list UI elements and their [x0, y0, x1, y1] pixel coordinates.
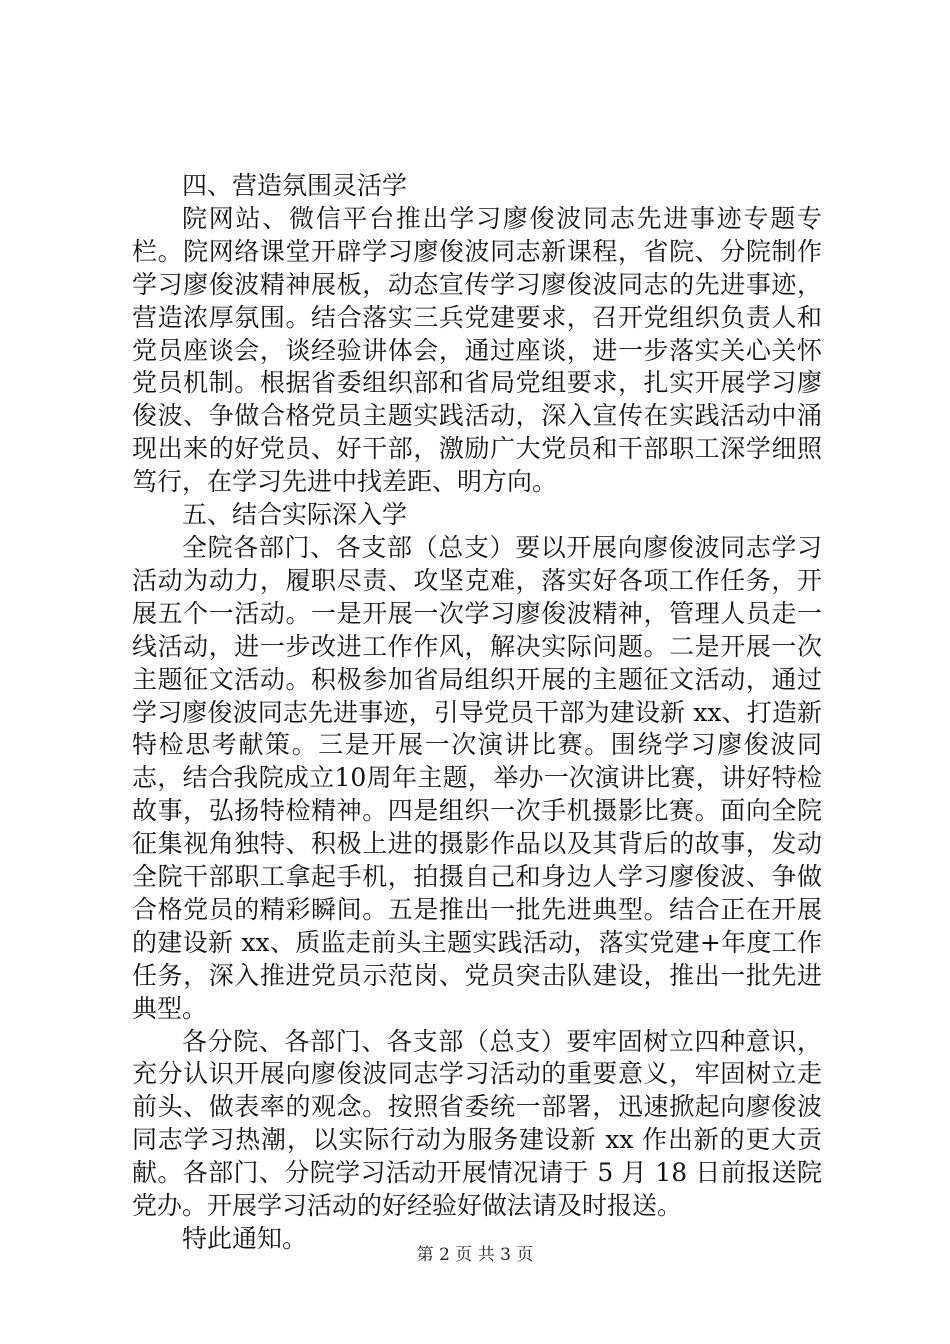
section-heading-5: 五、结合实际深入学 [182, 500, 408, 530]
section-paragraph-5: 全院各部门、各支部（总支）要以开展向廖俊波同志学习活动为动力，履职尽责、攻坚克难，落实好各项工作任务，开展五个一活动。一是开展一次学习廖俊波精神，管理人员走一线活动，进一步改进工作作风，解决实际问题。二是开展一次主题征文活动。积极参加省局组织开展的主题征文活动，通过学习廖俊波同志先进事迹，引导党员干部为建设新 xx、打造新特检思考献策。三是开展一次演讲比赛。围绕学习廖俊波同志，结合我院成立10周年主题，举办一次演讲比赛，讲好特检故事，弘扬特检精神。四是组织一次手机摄影比赛。面向全院征集视角独特、积极上进的摄影作品以及其背后的故事，发动全院干部职工拿起手机，拍摄自己和身边人学习廖俊波、争做合格党员的精彩瞬间。五是推出一批先进典型。结合正在开展的建设新 xx、质监走前头主题实践活动，落实党建+年度工作任务，深入推进党员示范岗、党员突击队建设，推出一批先进典型。 [132, 532, 822, 1023]
section-paragraph-4: 院网站、微信平台推出学习廖俊波同志先进事迹专题专栏。院网络课堂开辟学习廖俊波同志新课程，省院、分院制作学习廖俊波精神展板，动态宣传学习廖俊波同志的先进事迹，营造浓厚氛围。结合落实三兵党建要求，召开党组织负责人和党员座谈会，谈经验讲体会，通过座谈，进一步落实关心关怀党员机制。根据省委组织部和省局党组要求，扎实开展学习廖俊波、争做合格党员主题实践活动，深入宣传在实践活动中涌现出来的好党员、好干部，激励广大党员和干部职工深学细照笃行，在学习先进中找差距、明方向。 [132, 203, 822, 497]
page-footer [0, 1240, 950, 1265]
document-body [132, 170, 822, 1256]
sign-off: 特此通知。 [182, 1224, 308, 1253]
closing-paragraph: 各分院、各部门、各支部（总支）要牢固树立四种意识，充分认识开展向廖俊波同志学习活动的重要意义，牢固树立走前头、做表率的观念。按照省委统一部署，迅速掀起向廖俊波同志学习热潮，以实际行动为服务建设新 xx 作出新的更大贡献。各部门、分院学习活动开展情况请于 5 月 18 日前报送院党办。开展学习活动的好经验好做法请及时报送。 [132, 1026, 822, 1221]
section-heading-4: 四、营造氛围灵活学 [182, 171, 408, 200]
page-number-label: 第 2 页 共 3 页 [416, 1245, 534, 1265]
